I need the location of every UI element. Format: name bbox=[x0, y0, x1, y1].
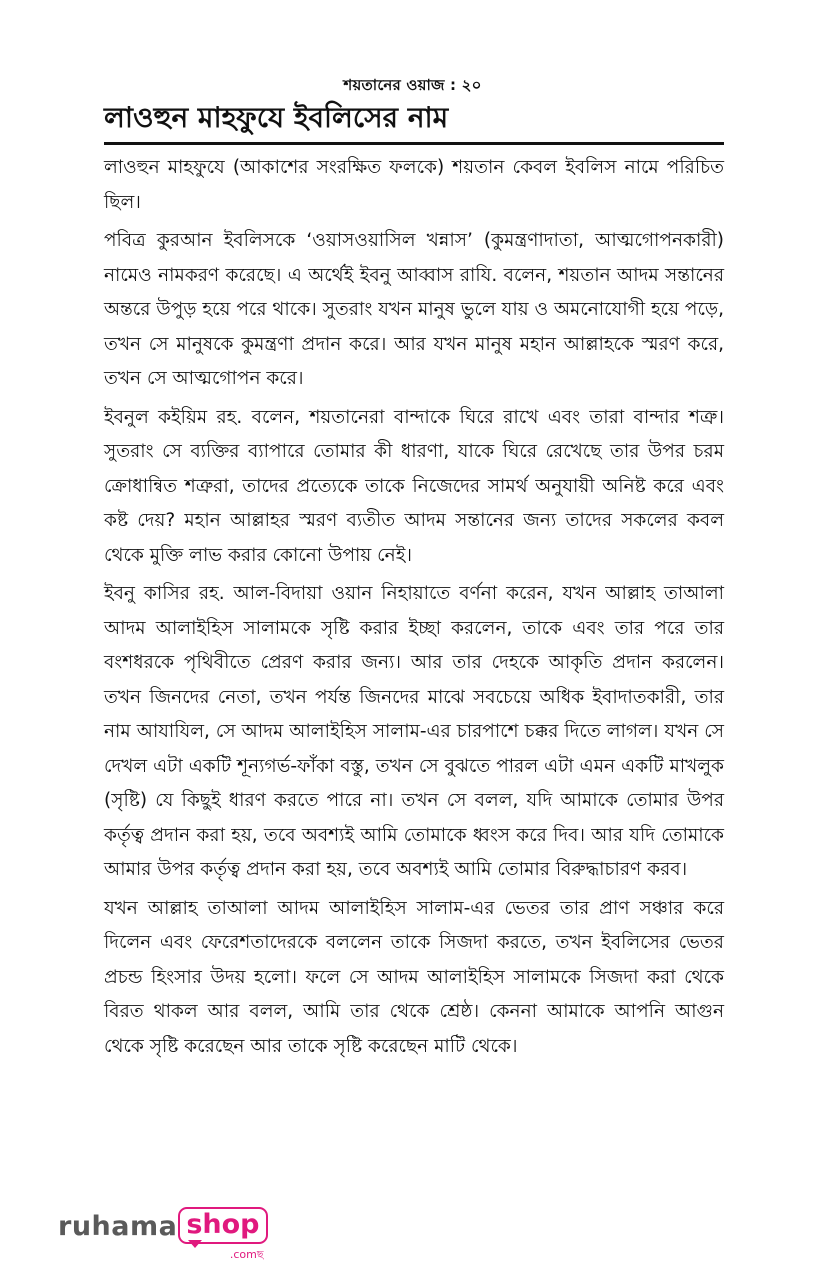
paragraph-5: যখন আল্লাহ তাআলা আদম আলাইহিস সালাম-এর ভেতর তার প্রাণ সঞ্চার করে দিলেন এবং ফেরেশতাদেরকে বললেন তাকে সিজদা করতে, তখন ইবলিসের ভেতর প্রচন্ড হিংসার উদয় হলো। ফলে সে আদম আলাইহিস সালামকে সিজদা করা থেকে বিরত থাকল আর বলল, আমি তার থেকে শ্রেষ্ঠ। কেননা আমাকে আপনি আগুন থেকে সৃষ্টি করেছেন আর তাকে সৃষ্টি করেছেন মাটি থেকে। bbox=[104, 897, 724, 1057]
paragraph-2: পবিত্র কুরআন ইবলিসকে ‘ওয়াসওয়াসিল খন্নাস’ (কুমন্ত্রণাদাতা, আত্মগোপনকারী) নামেও নামকরণ করেছে। এ অর্থেই ইবনু আব্বাস রাযি. বলেন, শয়তান আদম সন্তানের অন্তরে উপুড় হয়ে পরে থাকে। সুতরাং যখন মানুষ ভুলে যায় ও অমনোযোগী হয়ে পড়ে, তখন সে মানুষকে কুমন্ত্রণা প্রদান করে। আর যখন মানুষ মহান আল্লাহকে স্মরণ করে, তখন সে আত্মগোপন করে। bbox=[104, 230, 724, 389]
logo-text-ruhama: ruhama bbox=[58, 1211, 178, 1242]
paragraph-4: ইবনু কাসির রহ. আল-বিদায়া ওয়ান নিহায়াতে বর্ণনা করেন, যখন আল্লাহ তাআলা আদম আলাইহিস সালামকে সৃষ্টি করার ইচ্ছা করলেন, তাকে এবং তার পরে তার বংশধরকে পৃথিবীতে প্রেরণ করার জন্য। আর তার দেহকে আকৃতি প্রদান করলেন। তখন জিনদের নেতা, তখন পর্যন্ত জিনদের মাঝে সবচেয়ে অধিক ইবাদাতকারী, তার নাম আযাযিল, সে আদম আলাইহিস সালাম-এর চারপাশে চক্কর দিতে লাগল। যখন সে দেখল এটা একটি শূন্যগর্ভ-ফাঁকা বস্তু, তখন সে বুঝতে পারল এটা এমন একটি মাখলুক (সৃষ্টি) যে কিছুই ধারণ করতে পারে না। তখন সে বলল, যদি আমাকে তোমার উপর কর্তৃত্ব প্রদান করা হয়, তবে অবশ্যই আমি তোমাকে ধ্বংস করে দিব। আর যদি তোমাকে আমার উপর কর্তৃত্ব প্রদান করা হয়, তবে অবশ্যই আমি তোমার বিরুদ্ধাচারণ করব। bbox=[104, 583, 724, 880]
ruhamashop-logo bbox=[58, 1210, 268, 1260]
speech-bubble-tail-icon bbox=[188, 1240, 202, 1248]
logo-shop-badge bbox=[178, 1209, 267, 1261]
paragraph-3: ইবনুল কইয়িম রহ. বলেন, শয়তানেরা বান্দাকে ঘিরে রাখে এবং তারা বান্দার শত্রু। সুতরাং সে ব্যক্তির ব্যাপারে তোমার কী ধারণা, যাকে ঘিরে রেখেছে তার উপর চরম ক্রোধান্বিত শত্রুরা, তাদের প্রত্যেকে তাকে নিজেদের সামর্থ অনুযায়ী অনিষ্ট করে এবং কষ্ট দেয়? মহান আল্লাহর স্মরণ ব্যতীত আদম সন্তানের জন্য তাদের সকলের কবল থেকে মুক্তি লাভ করার কোনো উপায় নেই। bbox=[104, 406, 724, 566]
chapter-title: লাওহুন মাহফুযে ইবলিসের নাম bbox=[104, 96, 724, 145]
paragraph-1: লাওহুন মাহফুযে (আকাশের সংরক্ষিত ফলকে) শয়তান কেবল ইবলিস নামে পরিচিত ছিল। bbox=[104, 157, 724, 213]
running-head: শয়তানের ওয়াজ : ২০ bbox=[343, 76, 482, 94]
logo-text-shop: shop bbox=[178, 1207, 267, 1244]
page-body bbox=[104, 96, 724, 1068]
logo-text-domain: .comছ bbox=[229, 1248, 264, 1261]
